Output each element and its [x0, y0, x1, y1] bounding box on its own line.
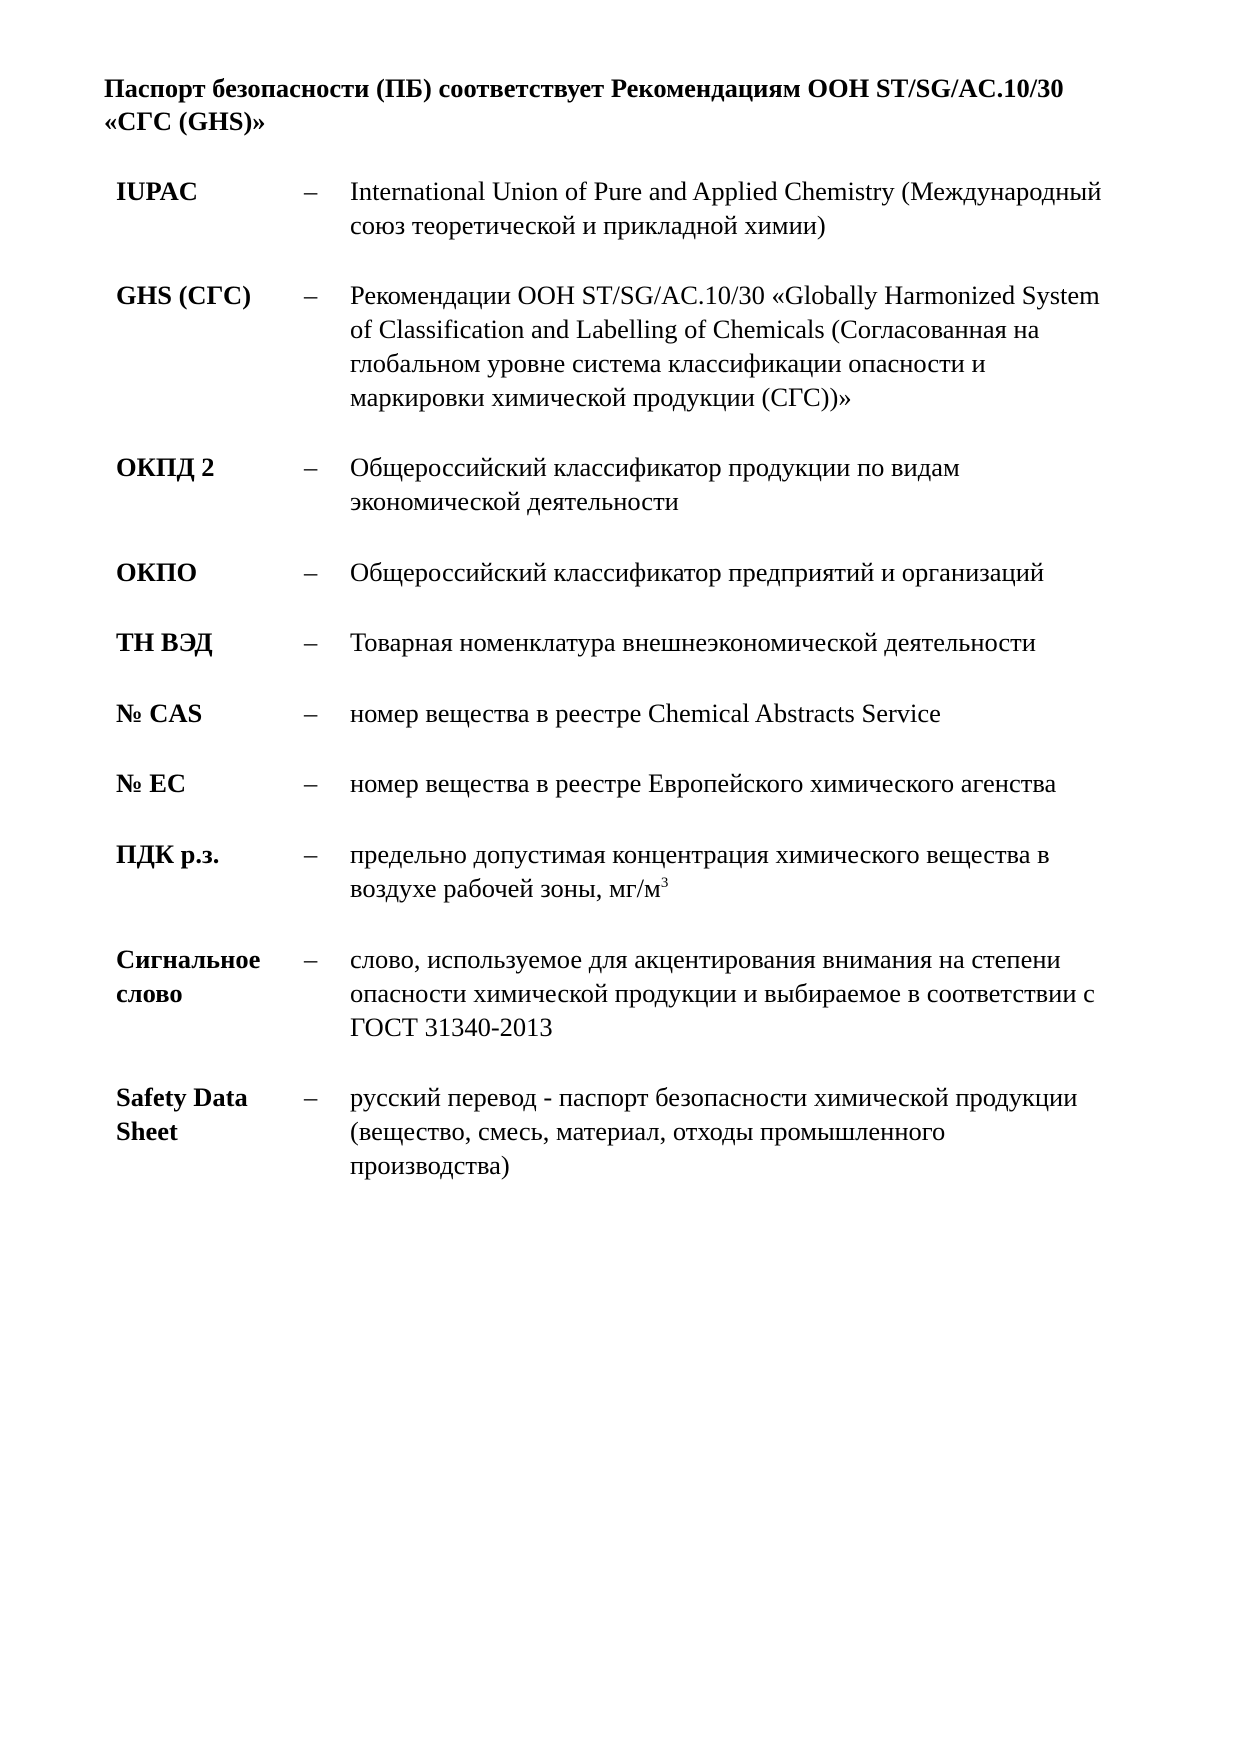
definition-dash: – [304, 839, 318, 869]
description-line: номер вещества в реестре Chemical Abstracts Service [350, 698, 941, 728]
header-line-1: Паспорт безопасности (ПБ) соответствует Рекомендациям ООН ST/SG/AC.10/30 [104, 73, 1064, 103]
description-line: International Union of Pure and Applied Chemistry (Международный [350, 176, 1102, 206]
definition-description [350, 555, 1200, 589]
description-line: глобальном уровне система классификации опасности и [350, 348, 986, 378]
definition-term: ОКПД 2 [116, 452, 215, 482]
description-line: номер вещества в реестре Европейского химического агенства [350, 768, 1057, 798]
definition-description [350, 837, 1200, 905]
description-line: маркировки химической продукции (СГС))» [350, 382, 852, 412]
description-line: Товарная номенклатура внешнеэкономической деятельности [350, 627, 1036, 657]
definition-term: ПДК р.з. [116, 839, 220, 869]
description-line: (вещество, смесь, материал, отходы промышленного [350, 1116, 946, 1146]
header-line-2: «СГС (GHS)» [104, 106, 266, 136]
definition-dash: – [304, 557, 318, 587]
description-line-text: воздухе рабочей зоны, мг/м [350, 873, 661, 903]
description-line: Рекомендации ООН ST/SG/AC.10/30 «Globally Harmonized System [350, 280, 1100, 310]
definition-description [350, 942, 1200, 1044]
description-line: ГОСТ 31340-2013 [350, 1012, 553, 1042]
definition-term: ТН ВЭД [116, 627, 213, 657]
definition-description [350, 450, 1200, 518]
definition-dash: – [304, 627, 318, 657]
description-line: of Classification and Labelling of Chemicals (Согласованная на [350, 314, 1040, 344]
term-line: Safety Data [116, 1082, 248, 1112]
description-line: опасности химической продукции и выбираемое в соответствии с [350, 978, 1095, 1008]
definition-description [350, 766, 1200, 800]
definition-term: № CAS [116, 698, 203, 728]
definition-term: IUPAC [116, 176, 198, 206]
definition-dash: – [304, 1082, 318, 1112]
definition-description [350, 278, 1200, 414]
definition-term [116, 942, 286, 1010]
term-line: Sheet [116, 1116, 178, 1146]
description-line: экономической деятельности [350, 486, 679, 516]
definition-dash: – [304, 768, 318, 798]
definition-dash: – [304, 698, 318, 728]
description-line: производства) [350, 1150, 510, 1180]
definition-dash: – [304, 944, 318, 974]
description-line: союз теоретической и прикладной химии) [350, 210, 826, 240]
definition-dash: – [304, 452, 318, 482]
definition-term: GHS (СГС) [116, 280, 252, 310]
definition-description [350, 1080, 1200, 1182]
term-line: слово [116, 978, 183, 1008]
description-line [350, 871, 1200, 905]
definition-term: ОКПО [116, 557, 198, 587]
definition-dash: – [304, 176, 318, 206]
document-header [104, 72, 1184, 138]
description-line: русский перевод - паспорт безопасности химической продукции [350, 1082, 1078, 1112]
definition-term: № ЕС [116, 768, 187, 798]
definition-description [350, 625, 1200, 659]
term-line: Сигнальное [116, 944, 261, 974]
description-line: предельно допустимая концентрация химического вещества в [350, 839, 1050, 869]
description-line: Общероссийский классификатор предприятий и организаций [350, 557, 1045, 587]
definition-term [116, 1080, 286, 1148]
description-line: Общероссийский классификатор продукции по видам [350, 452, 960, 482]
definition-description [350, 174, 1200, 242]
definition-dash: – [304, 280, 318, 310]
description-line: слово, используемое для акцентирования внимания на степени [350, 944, 1061, 974]
definition-description [350, 696, 1200, 730]
superscript-exponent: 3 [660, 875, 669, 892]
